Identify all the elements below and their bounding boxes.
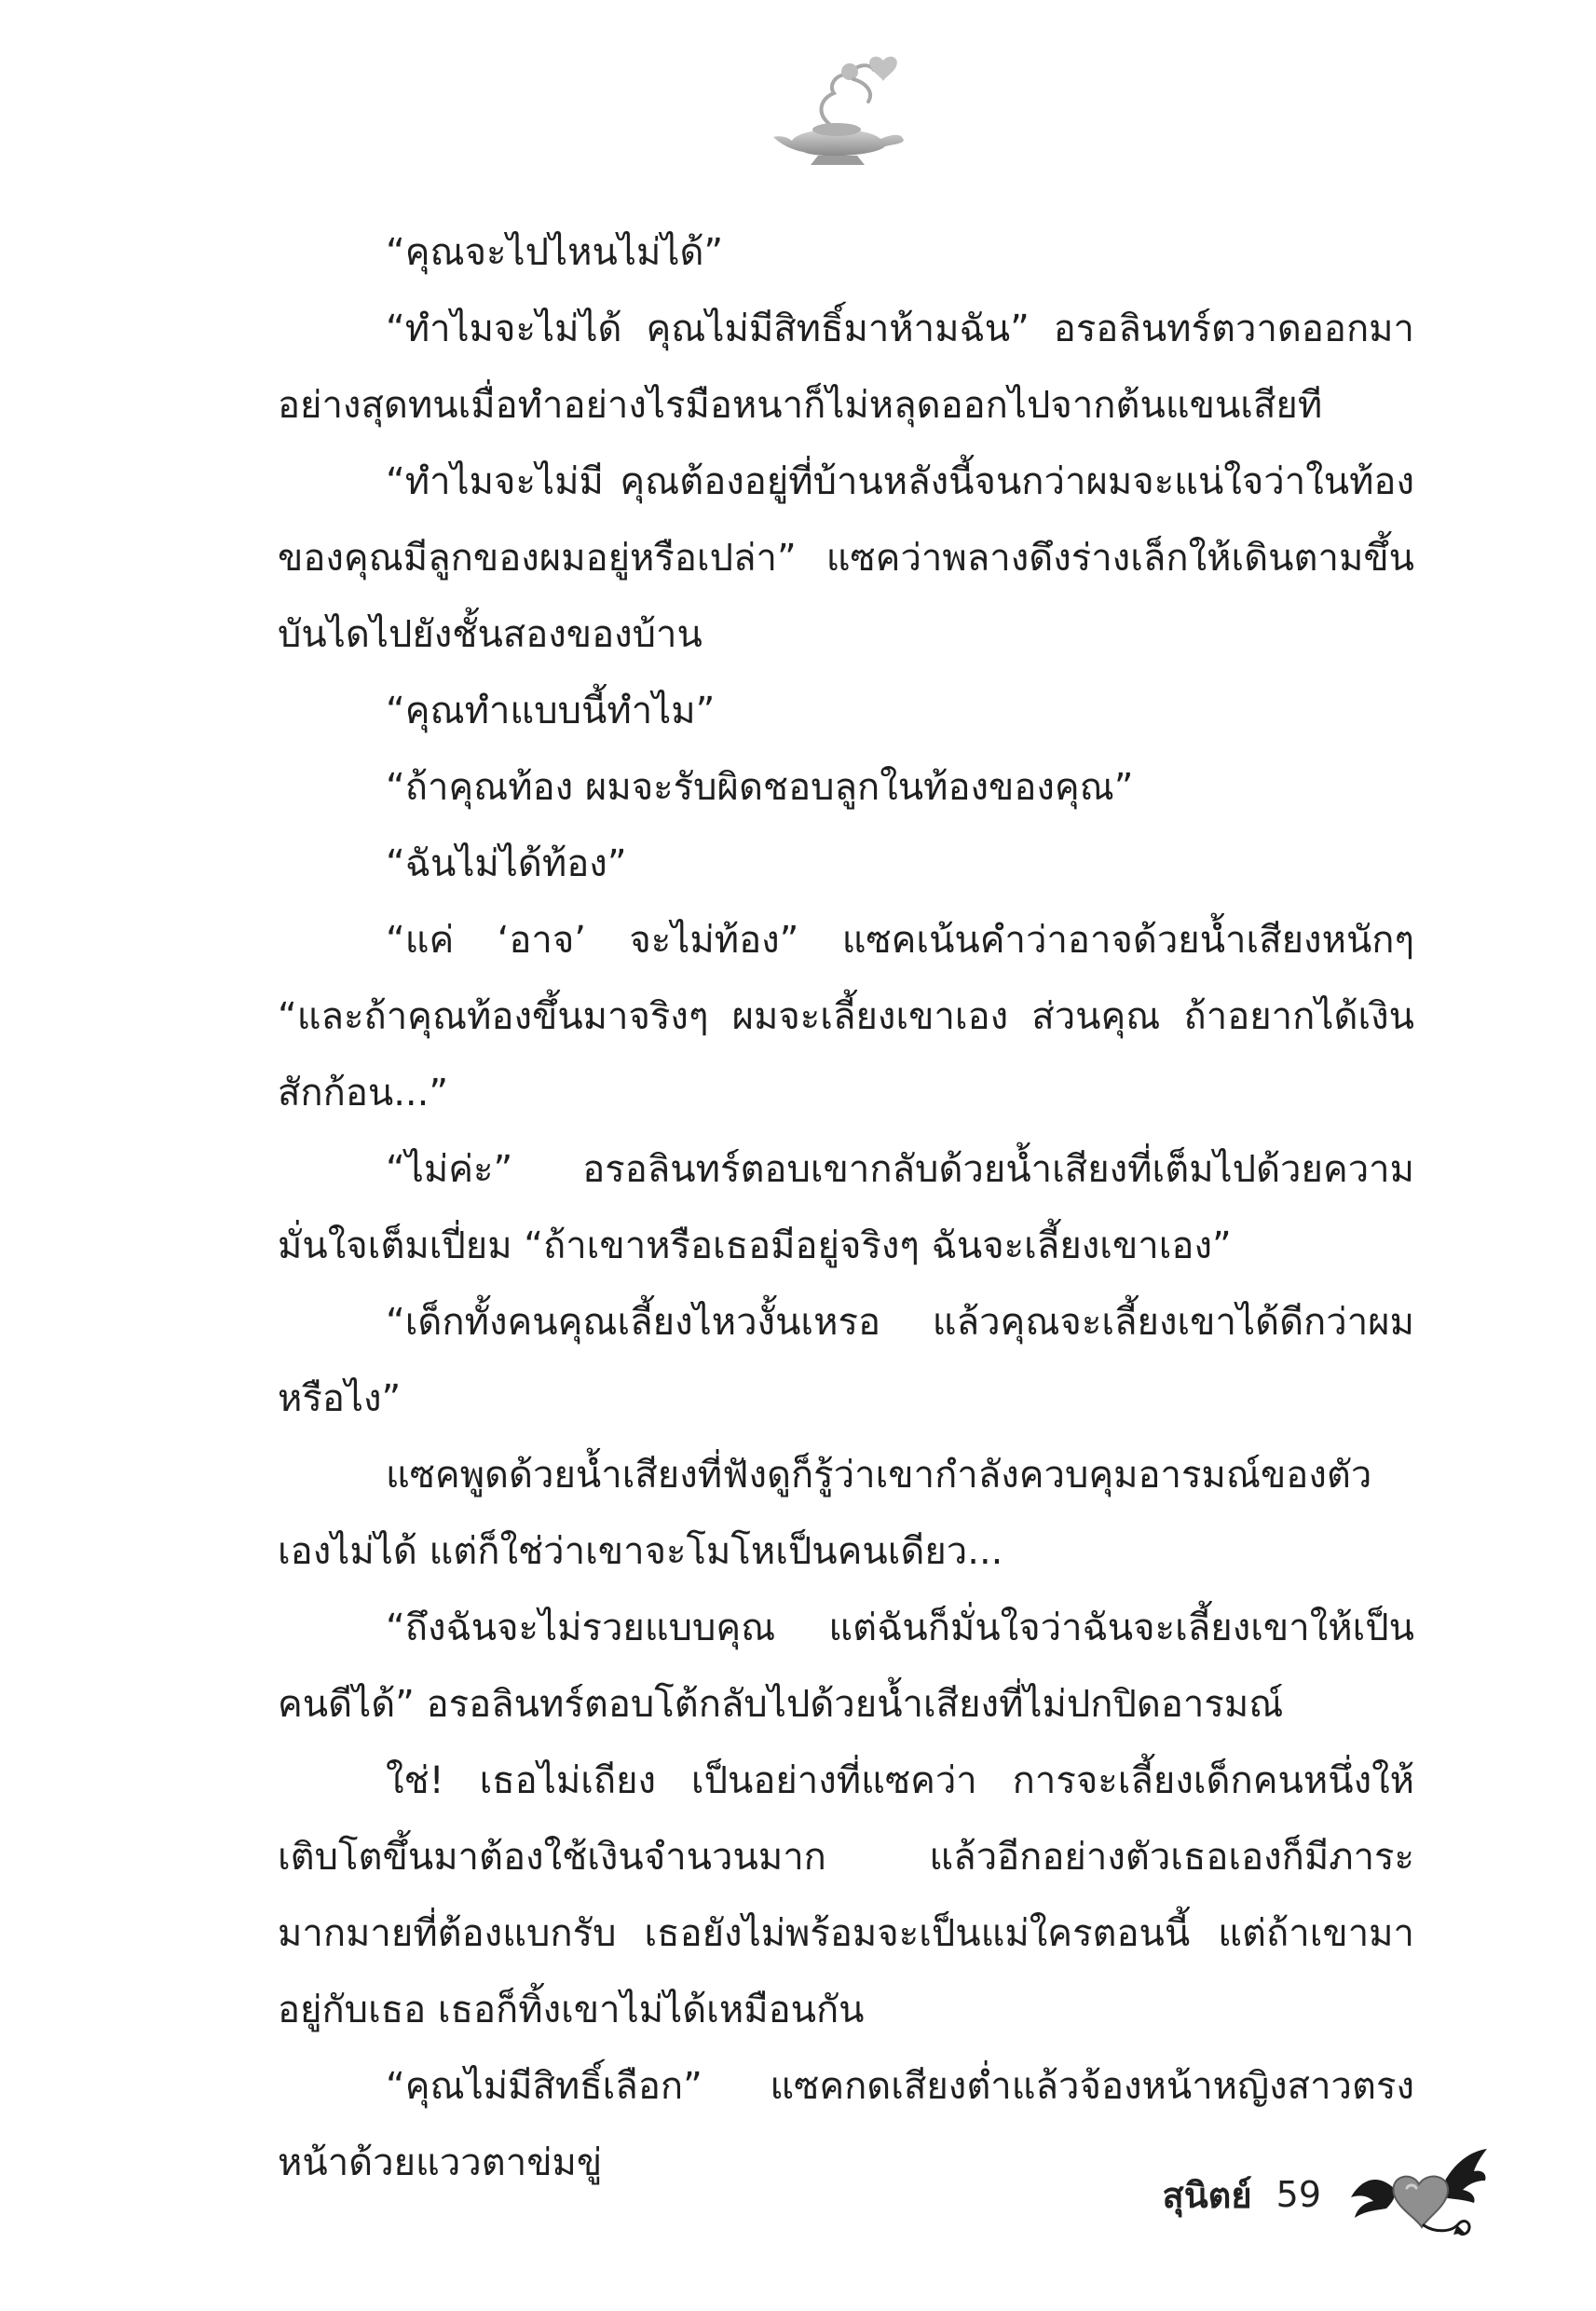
page-number: 59 <box>1275 2174 1321 2215</box>
paragraph: “คุณจะไปไหนไม่ได้” <box>386 231 724 274</box>
paragraph: “ถึงฉันจะไม่รวยแบบคุณ แต่ฉันก็มั่นใจว่าฉันจะเลี้ยงเขาให้เป็นคนดีได้” อรอลินทร์ตอบโต้กลับไปด้วยน้ำเสียงที่ไม่ปกปิดอารมณ์ <box>278 1607 1414 1726</box>
genie-lamp-icon <box>764 51 913 172</box>
paragraph: แซคพูดด้วยน้ำเสียงที่ฟังดูก็รู้ว่าเขากำลังควบคุมอารมณ์ของตัวเองไม่ได้ แต่ก็ใช่ว่าเขาจะโมโหเป็นคนเดียว... <box>278 1454 1372 1573</box>
paragraph: “คุณไม่มีสิทธิ์เลือก” แซคกดเสียงต่ำแล้วจ้องหน้าหญิงสาวตรงหน้าด้วยแววตาข่มขู่ <box>278 2065 1414 2184</box>
page-footer <box>1163 2143 1489 2246</box>
paragraph: “ทำไมจะไม่ได้ คุณไม่มีสิทธิ์มาห้ามฉัน” อรอลินทร์ตวาดออกมาอย่างสุดทนเมื่อทำอย่างไรมือหนาก็ไม่หลุดออกไปจากต้นแขนเสียที <box>278 308 1414 427</box>
paragraph: “แค่ ‘อาจ’ จะไม่ท้อง” แซคเน้นคำว่าอาจด้วยน้ำเสียงหนักๆ “และถ้าคุณท้องขึ้นมาจริงๆ ผมจะเลี้ยงเขาเอง ส่วนคุณ ถ้าอยากได้เงินสักก้อน...” <box>278 919 1414 1114</box>
paragraph: “เด็กทั้งคนคุณเลี้ยงไหวงั้นเหรอ แล้วคุณจะเลี้ยงเขาได้ดีกว่าผมหรือไง” <box>278 1301 1414 1420</box>
paragraph: “ไม่ค่ะ” อรอลินทร์ตอบเขากลับด้วยน้ำเสียงที่เต็มไปด้วยความมั่นใจเต็มเปี่ยม “ถ้าเขาหรือเธอมีอยู่จริงๆ ฉันจะเลี้ยงเขาเอง” <box>278 1148 1414 1267</box>
paragraph: “คุณทำแบบนี้ทำไม” <box>386 690 716 732</box>
winged-heart-icon <box>1349 2143 1489 2246</box>
body-text <box>278 214 1414 2201</box>
paragraph: “ทำไมจะไม่มี คุณต้องอยู่ที่บ้านหลังนี้จนกว่าผมจะแน่ใจว่าในท้องของคุณมีลูกของผมอยู่หรือเปล่า” แซคว่าพลางดึงร่างเล็กให้เดินตามขึ้นบันไดไปยังชั้นสองของบ้าน <box>278 460 1414 656</box>
paragraph: ใช่! เธอไม่เถียง เป็นอย่างที่แซคว่า การจะเลี้ยงเด็กคนหนึ่งให้เติบโตขึ้นมาต้องใช้เงินจำนวนมาก แล้วอีกอย่างตัวเธอเองก็มีภาระมากมายที่ต้องแบกรับ เธอยังไม่พร้อมจะเป็นแม่ใครตอนนี้ แต่ถ้าเขามาอยู่กับเธอ เธอก็ทิ้งเขาไม่ได้เหมือนกัน <box>278 1759 1414 2031</box>
paragraph: “ถ้าคุณท้อง ผมจะรับผิดชอบลูกในท้องของคุณ” <box>386 766 1134 809</box>
paragraph: “ฉันไม่ได้ท้อง” <box>386 842 627 885</box>
author-name: สุนิตย์ <box>1162 2174 1252 2216</box>
